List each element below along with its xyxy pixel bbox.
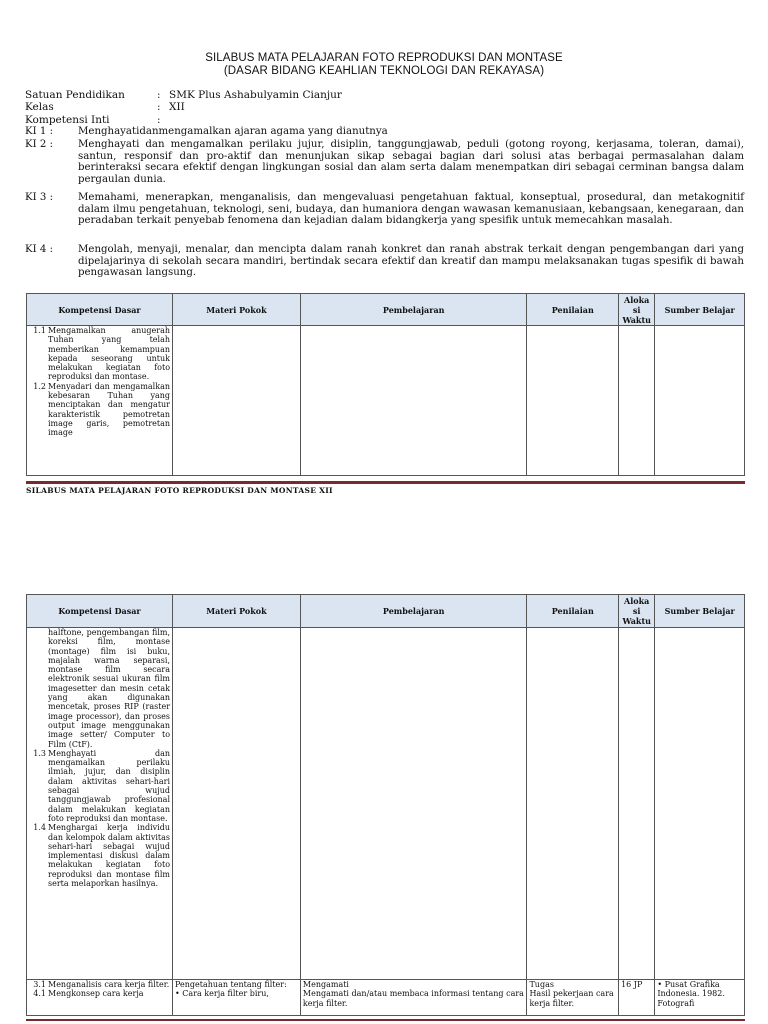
kd-number: 1.4 [33, 823, 46, 833]
pembelajaran-cell: Mengamati Mengamati dan/atau membaca informasi tentang cara kerja filter. [300, 980, 527, 1016]
ki-4 [0, 244, 768, 284]
alokasi-cell [619, 628, 655, 980]
pembelajaran-cell [300, 326, 527, 476]
kd-item [29, 628, 170, 749]
kd-cell [27, 980, 173, 1016]
penilaian-cell: Tugas Hasil pekerjaan cara kerja filter. [527, 980, 619, 1016]
header-materi-pokok: Materi Pokok [173, 294, 301, 326]
header-pembelajaran: Pembelajaran [300, 595, 527, 628]
meta-value-kelas: XII [169, 101, 185, 113]
kd-text: halftone, pengembangan film, koreksi film, montase (montage) film isi buku, majalah warna separasi, montase film secara elektronik sesuai ukuran film imagesetter dan mesin cetak yang akan digunakan mencetak, proses RIP (raster image processor), dan proses output image menggunakan image setter/ Computer to Film (CtF). [48, 628, 171, 749]
ki-text: Mengolah, menyaji, menalar, dan mencipta dalam ranah konkret dan ranah abstrak terkait dengan pengembangan dari yang dipelajarinya di sekolah secara mandiri, bertindak secara efektif dan kreatif dan mampu melaksanakan tugas spesifik di bawah pengawasan langsung. [78, 244, 744, 279]
alokasi-cell: 16 JP [619, 980, 655, 1016]
header-alokasi-waktu: Aloka si Waktu [619, 595, 655, 628]
syllabus-table-page2 [26, 594, 745, 1016]
alokasi-cell [619, 326, 655, 476]
page-divider [26, 1019, 745, 1021]
meta-sep: : [157, 89, 161, 101]
header-pembelajaran: Pembelajaran [300, 294, 527, 326]
meta-value-satuan: SMK Plus Ashabulyamin Cianjur [169, 89, 342, 101]
document-title: SILABUS MATA PELAJARAN FOTO REPRODUKSI DAN MONTASE [205, 52, 563, 64]
footer-title: SILABUS MATA PELAJARAN FOTO REPRODUKSI DAN MONTASE XII [26, 486, 333, 495]
table-row [27, 326, 745, 476]
kd-number: 4.1 [33, 989, 46, 999]
kd-item [29, 980, 170, 989]
kd-text: Mengkonsep cara kerja [48, 989, 144, 999]
ki-label: KI 2 : [25, 139, 54, 150]
kd-item [29, 989, 170, 998]
sumber-cell [655, 628, 745, 980]
penilaian-cell [527, 628, 619, 980]
ki-text: Menghayatidanmengamalkan ajaran agama yang dianutnya [78, 126, 388, 137]
header-sumber-belajar: Sumber Belajar [655, 595, 745, 628]
ki-label: KI 4 : [25, 244, 54, 255]
materi-cell [173, 326, 301, 476]
header-materi-pokok: Materi Pokok [173, 595, 301, 628]
meta-label-kelas: Kelas [25, 101, 54, 113]
kd-text: Mengamalkan anugerah Tuhan yang telah memberikan kemampuan kepada seseorang untuk melakukan kegiatan foto reproduksi dan montase. [48, 326, 171, 382]
table-header-row [27, 294, 745, 326]
kd-number: 3.1 [33, 980, 46, 989]
table-header-row [27, 595, 745, 628]
ki-2 [0, 139, 768, 191]
kd-text: Menghayati dan mengamalkan perilaku ilmiah, jujur, dan disiplin dalam aktivitas sehari-hari sebagai wujud tanggungjawab profesional dalam melakukan kegiatan foto reproduksi dan montase. [48, 748, 171, 823]
kd-text: Menganalisis cara kerja filter. [48, 980, 170, 989]
kd-text: Menyadari dan mengamalkan kebesaran Tuhan yang menciptakan dan mengatur karakteristik pemotretan image garis, pemotretan image [48, 381, 171, 438]
penilaian-cell [527, 326, 619, 476]
kd-number: 1.1 [33, 326, 46, 335]
syllabus-table-page1 [26, 293, 745, 476]
header-penilaian: Penilaian [527, 595, 619, 628]
ki-label: KI 1 : [25, 126, 54, 137]
materi-cell [173, 628, 301, 980]
kd-item [29, 823, 170, 888]
meta-sep: : [157, 101, 161, 113]
header-alokasi-waktu: Aloka si Waktu [619, 294, 655, 326]
sumber-cell: • Pusat Grafika Indonesia. 1982. Fotografi [655, 980, 745, 1016]
kd-item [29, 749, 170, 823]
document-subtitle: (DASAR BIDANG KEAHLIAN TEKNOLOGI DAN REKAYASA) [223, 65, 545, 77]
kd-number: 1.3 [33, 748, 46, 758]
meta-label-satuan: Satuan Pendidikan [25, 89, 125, 101]
ki-3 [0, 192, 768, 244]
sumber-cell [655, 326, 745, 476]
ki-1 [0, 126, 768, 138]
ki-label: KI 3 : [25, 192, 54, 203]
kd-item [29, 326, 170, 382]
kd-item [29, 382, 170, 438]
kd-number [29, 628, 48, 749]
pembelajaran-cell [300, 628, 527, 980]
ki-text: Memahami, menerapkan, menganalisis, dan mengevaluasi pengetahuan faktual, konseptual, prosedural, dan metakognitif dalam ilmu pengetahuan, teknologi, seni, budaya, dan humaniora dengan wawasan kemanusiaan, kebangsaan, kenegaraan, dan peradaban terkait penyebab fenomena dan kejadian dalam bidangkerja yang spesifik untuk memecahkan masalah. [78, 192, 744, 227]
meta-label-kompetensi-inti: Kompetensi Inti [25, 114, 110, 126]
kd-cell [27, 628, 173, 980]
header-kompetensi-dasar: Kompetensi Dasar [27, 595, 173, 628]
kd-cell [27, 326, 173, 476]
header-sumber-belajar: Sumber Belajar [655, 294, 745, 326]
header-kompetensi-dasar: Kompetensi Dasar [27, 294, 173, 326]
ki-text: Menghayati dan mengamalkan perilaku jujur, disiplin, tanggungjawab, peduli (gotong royong, kerjasama, toleran, damai), santun, responsif dan pro-aktif dan menunjukan sikap sebagai bagian dari solusi atas berbagai permasalahan dalam berinteraksi secara efektif dengan lingkungan sosial dan alam serta dalam menempatkan diri sebagai cerminan bangsa dalam pergaulan dunia. [78, 139, 744, 186]
table-row [27, 980, 745, 1016]
page-divider [26, 481, 745, 484]
materi-cell: Pengetahuan tentang filter: • Cara kerja filter biru, [173, 980, 301, 1016]
kd-number: 1.2 [33, 381, 46, 391]
table-row [27, 628, 745, 980]
meta-sep: : [157, 114, 161, 126]
header-penilaian: Penilaian [527, 294, 619, 326]
kd-text: Menghargai kerja individu dan kelompok dalam aktivitas sehari-hari sebagai wujud implementasi diskusi dalam melakukan kegiatan foto reproduksi dan montase film serta melaporkan hasilnya. [48, 823, 171, 889]
